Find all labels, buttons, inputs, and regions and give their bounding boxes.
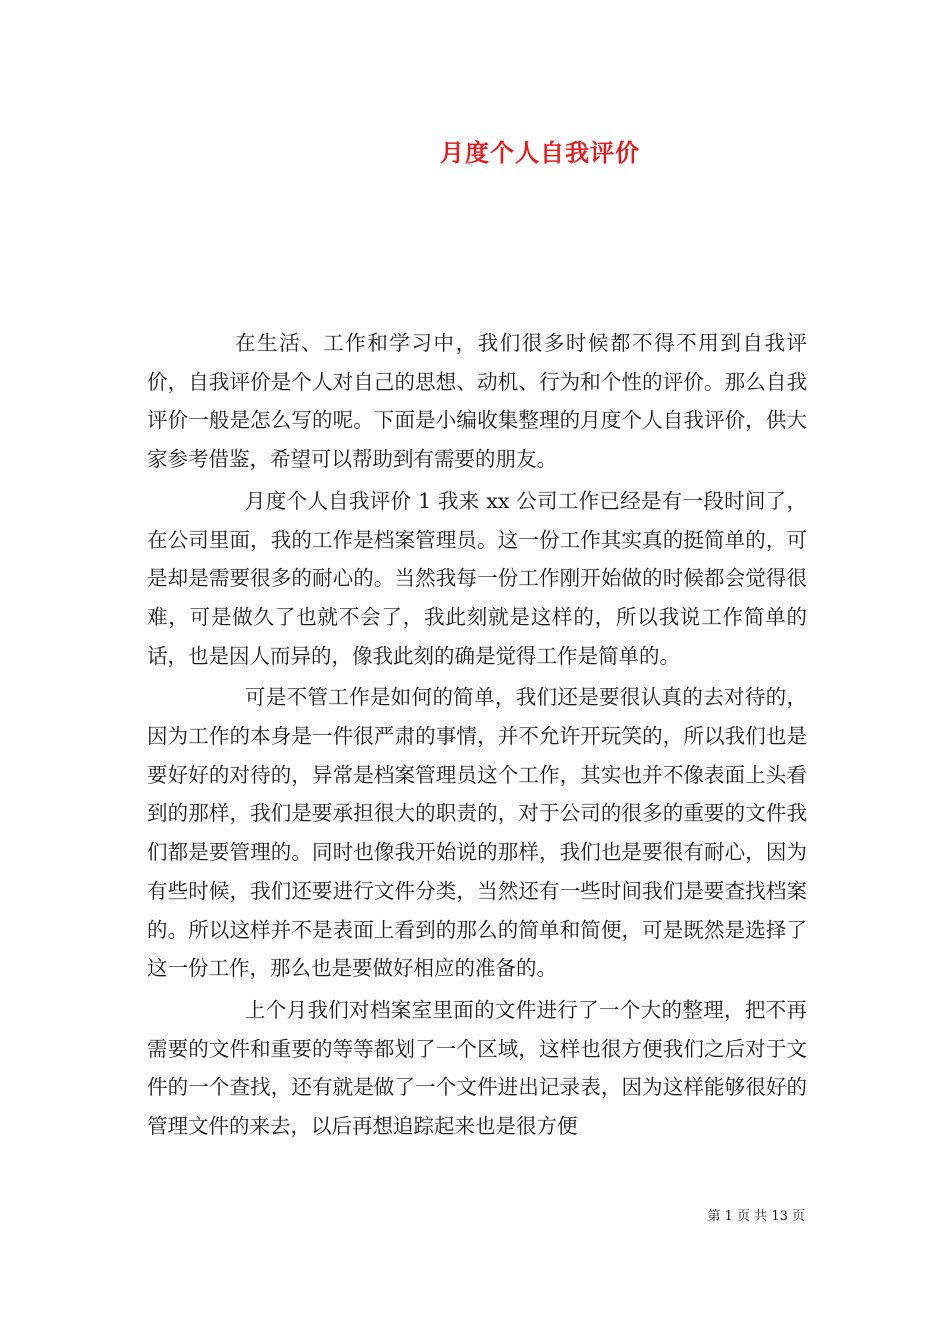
paragraph-last-month: 上个月我们对档案室里面的文件进行了一个大的整理，把不再需要的文件和重要的等等都划了一个区域，这样也很方便我们之后对于文件的一个查找，还有就是做了一个文件进出记录表，因为这样能够很好的管理文件的来去，以后再想追踪起来也是很方便 [147, 997, 807, 1139]
paragraph-intro: 在生活、工作和学习中，我们很多时候都不得不用到自我评价，自我评价是个人对自己的思想、动机、行为和个性的评价。那么自我评价一般是怎么写的呢。下面是小编收集整理的月度个人自我评价，供大家参考借鉴，希望可以帮助到有需要的朋友。 [147, 331, 807, 472]
paragraph-evaluation-1: 月度个人自我评价 1 我来 xx 公司工作已经是有一段时间了，在公司里面，我的工作是档案管理员。这一份工作其实真的挺简单的，可是却是需要很多的耐心的。当然我每一份工作刚开始做的时候都会觉得很难，可是做久了也就不会了，我此刻就是这样的，所以我说工作简单的话，也是因人而异的，像我此刻的确是觉得工作是简单的。 [147, 488, 807, 668]
document-title: 月度个人自我评价 [440, 138, 640, 167]
document-body [147, 324, 807, 1149]
page-number: 第 1 页 共 13 页 [707, 1209, 805, 1224]
paragraph-attitude: 可是不管工作是如何的简单，我们还是要很认真的去对待的，因为工作的本身是一件很严肃的事情，并不允许开玩笑的，所以我们也是要好好的对待的，异常是档案管理员这个工作，其实也并不像表面上头看到的那样，我们是要承担很大的职责的，对于公司的很多的重要的文件我们都是要管理的。同时也像我开始说的那样，我们也是要很有耐心，因为有些时候，我们还要进行文件分类，当然还有一些时间我们是要查找档案的。所以这样并不是表面上看到的那么的简单和简便，可是既然是选择了这一份工作，那么也是要做好相应的准备的。 [147, 685, 807, 981]
